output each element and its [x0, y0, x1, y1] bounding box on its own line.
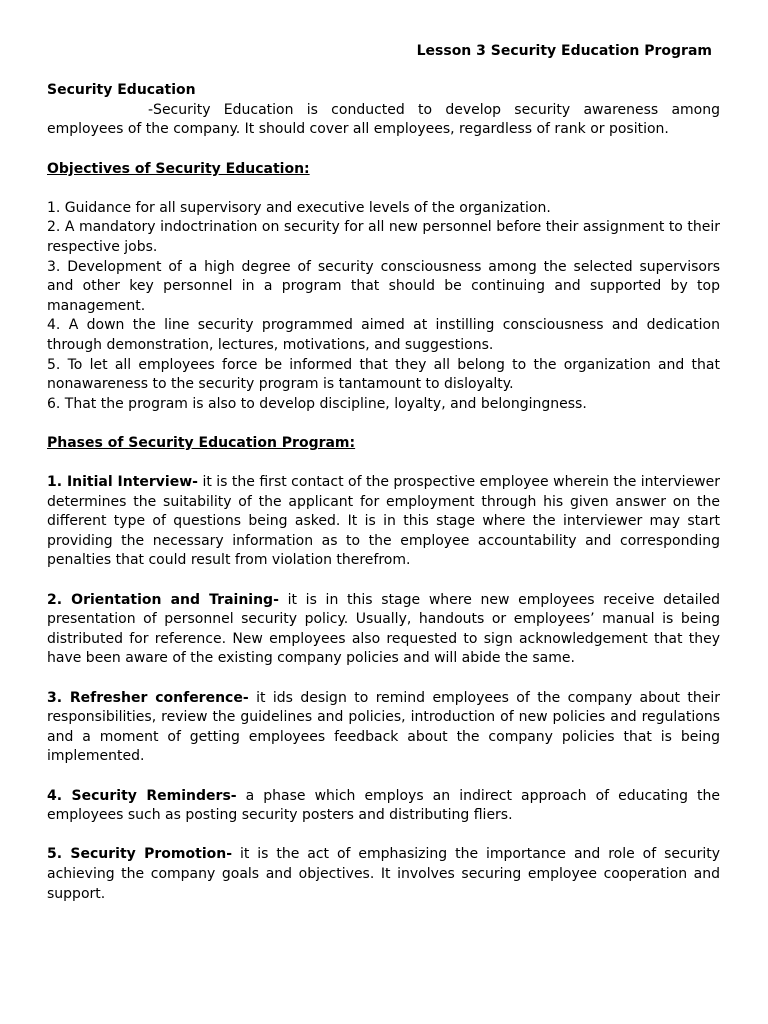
phase-term: 1. Initial Interview-: [47, 474, 198, 491]
objective-item: 3. Development of a high degree of security consciousness among the selected supervisors and other key personnel in a program that should be continuing and supported by top management.: [47, 258, 720, 314]
objective-item: 1. Guidance for all supervisory and executive levels of the organization.: [47, 199, 551, 216]
phase-item: [47, 689, 720, 767]
phase-text: a phase which employs an indirect approach of educating the employees such as posting security posters and distributing fliers.: [47, 787, 720, 824]
phase-text: it is the act of emphasizing the importance and role of security achieving the company goals and objectives. It involves securing employee cooperation and support.: [47, 846, 720, 902]
objectives-list: [47, 199, 720, 415]
objectives-heading: Objectives of Security Education:: [47, 160, 310, 177]
objective-item: 2. A mandatory indoctrination on security for all new personnel before their assignment to their respective jobs.: [47, 219, 720, 255]
objective-item: 6. That the program is also to develop discipline, loyalty, and belongingness.: [47, 395, 587, 412]
phase-term: 3. Refresher conference-: [47, 689, 249, 706]
document-title: Lesson 3 Security Education Program: [416, 43, 712, 59]
phase-item: [47, 591, 720, 669]
objective-item: 4. A down the line security programmed aimed at instilling consciousness and dedication through demonstration, lectures, motivations, and suggestions.: [47, 317, 720, 353]
phase-text: it is the first contact of the prospective employee wherein the interviewer determines the suitability of the applicant for employment through his given answer on the different type of questions being asked. It is in this stage where the interviewer may start providing the necessary information as to the employee accountability and corresponding penalties that could result from violation therefrom.: [47, 474, 721, 569]
phases-heading: Phases of Security Education Program:: [47, 434, 356, 451]
objective-item: 5. To let all employees force be informed that they all belong to the organization and that nonawareness to the security program is tantamount to disloyalty.: [47, 356, 720, 393]
phase-term: 4. Security Reminders-: [47, 787, 237, 804]
phase-text: it ids design to remind employees of the company about their responsibilities, review the guidelines and policies, introduction of new policies and regulations and a moment of getting employees feedback about the company policies that is being implemented.: [47, 689, 720, 765]
phase-item: [47, 787, 720, 826]
section-heading-security-education: Security Education: [47, 82, 196, 99]
phase-term: 5. Security Promotion-: [47, 846, 233, 863]
phase-text: it is in this stage where new employees receive detailed presentation of personnel security policy. Usually, handouts or employees’ manual is being distributed for reference. New employees also requested to sign acknowledgement that they have been aware of the existing company policies and will abide the same.: [47, 591, 720, 667]
phase-item: [47, 845, 720, 904]
phase-item: [47, 473, 720, 571]
phase-term: 2. Orientation and Training-: [47, 591, 279, 608]
intro-paragraph: -Security Education is conducted to develop security awareness among employees of the company. It should cover all employees, regardless of rank or position.: [47, 101, 720, 138]
